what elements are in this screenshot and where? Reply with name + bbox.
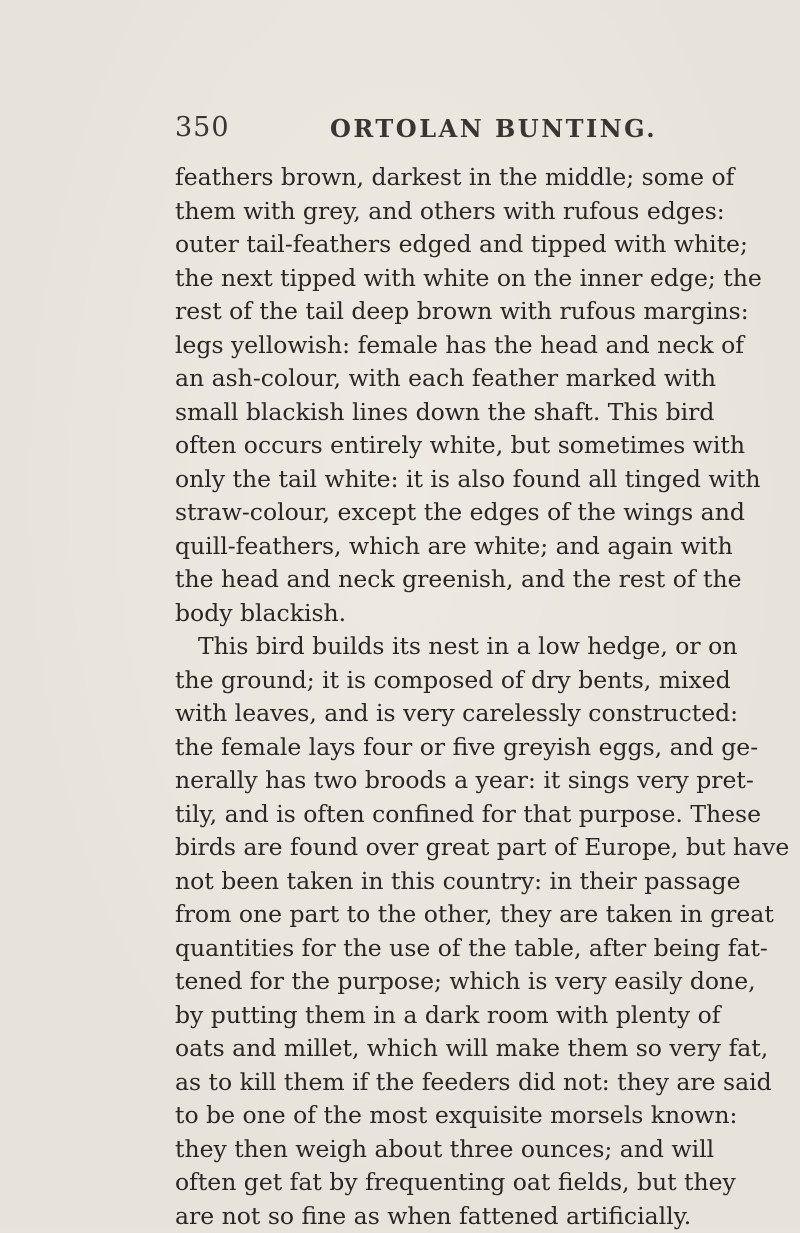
text-line: not been taken in this country: in their passage: [175, 865, 680, 899]
text-line: with leaves, and is very carelessly constructed:: [175, 697, 680, 731]
paragraph-start-line: This bird builds its nest in a low hedge, or on: [175, 630, 680, 664]
running-head: ORTOLAN BUNTING.: [330, 114, 657, 143]
paragraph-end-line: are not so fine as when fattened artificially.: [175, 1200, 680, 1233]
text-line: to be one of the most exquisite morsels known:: [175, 1099, 680, 1133]
text-line: from one part to the other, they are taken in great: [175, 898, 680, 932]
text-line: only the tail white: it is also found all tinged with: [175, 463, 680, 497]
text-line: outer tail-feathers edged and tipped with white;: [175, 228, 680, 262]
page-header: [175, 112, 680, 152]
text-line: nerally has two broods a year: it sings very pret-: [175, 764, 680, 798]
text-line: the next tipped with white on the inner edge; the: [175, 262, 680, 296]
text-line: tily, and is often confined for that purpose. These: [175, 798, 680, 832]
text-line: tened for the purpose; which is very easily done,: [175, 965, 680, 999]
text-line: the head and neck greenish, and the rest of the: [175, 563, 680, 597]
text-line: they then weigh about three ounces; and will: [175, 1133, 680, 1167]
text-line: birds are found over great part of Europe, but have: [175, 831, 680, 865]
text-line: an ash-colour, with each feather marked with: [175, 362, 680, 396]
body-text: [175, 161, 680, 1233]
text-line: by putting them in a dark room with plenty of: [175, 999, 680, 1033]
text-line: as to kill them if the feeders did not: they are said: [175, 1066, 680, 1100]
text-line: oats and millet, which will make them so very fat,: [175, 1032, 680, 1066]
text-line: straw-colour, except the edges of the wings and: [175, 496, 680, 530]
text-line: often occurs entirely white, but sometimes with: [175, 429, 680, 463]
text-line: the female lays four or five greyish eggs, and ge-: [175, 731, 680, 765]
paragraph-end-line: body blackish.: [175, 597, 680, 631]
text-line: quantities for the use of the table, after being fat-: [175, 932, 680, 966]
text-line: small blackish lines down the shaft. This bird: [175, 396, 680, 430]
text-line: rest of the tail deep brown with rufous margins:: [175, 295, 680, 329]
page-number: 350: [175, 112, 230, 143]
text-line: the ground; it is composed of dry bents, mixed: [175, 664, 680, 698]
text-line: legs yellowish: female has the head and neck of: [175, 329, 680, 363]
text-line: them with grey, and others with rufous edges:: [175, 195, 680, 229]
text-line: quill-feathers, which are white; and again with: [175, 530, 680, 564]
text-line: often get fat by frequenting oat fields, but they: [175, 1166, 680, 1200]
text-line: feathers brown, darkest in the middle; some of: [175, 161, 680, 195]
